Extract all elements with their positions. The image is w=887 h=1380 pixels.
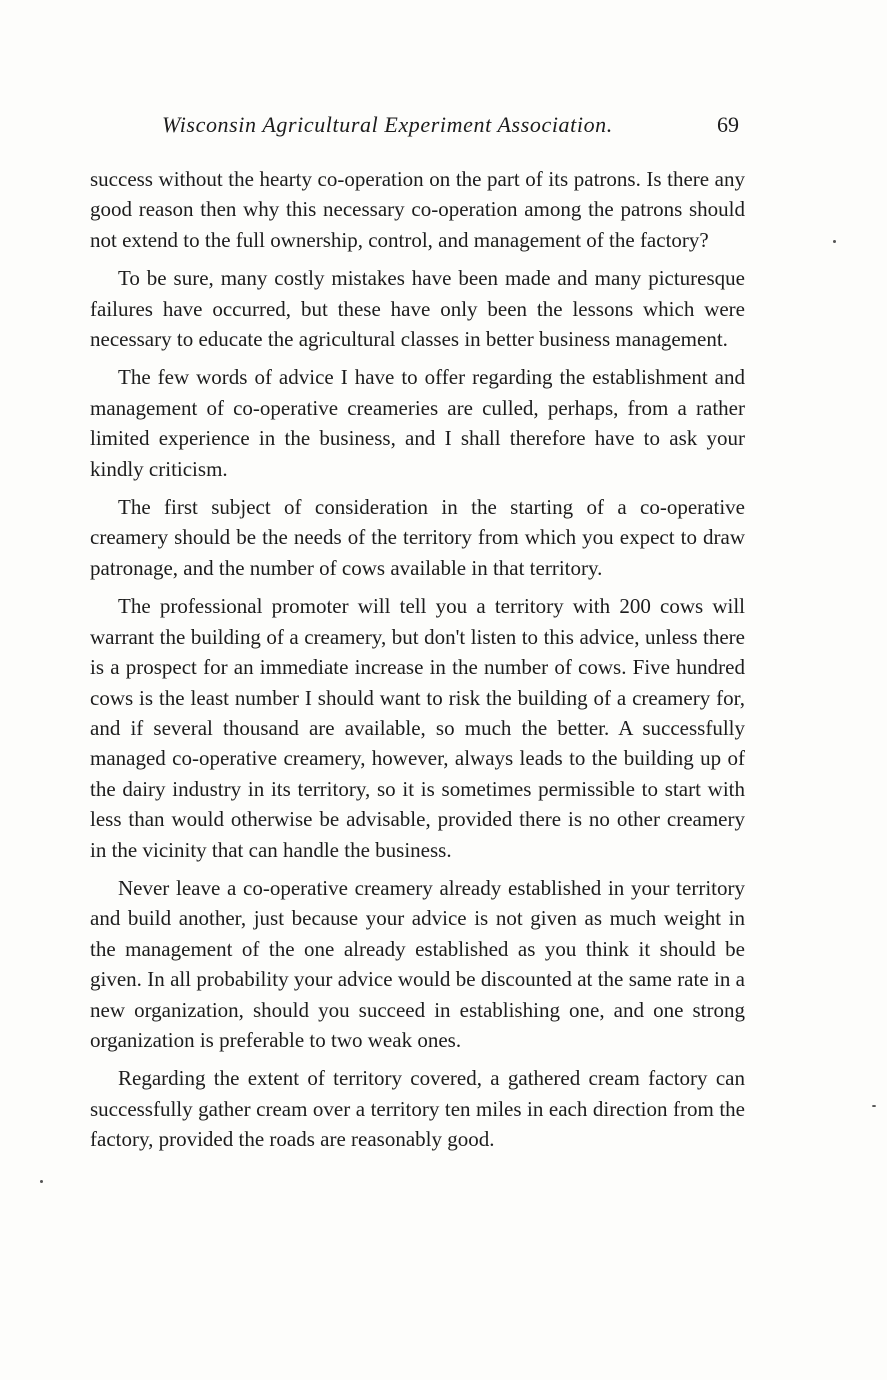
- paragraph-first-subject: The first subject of consideration in the starting of a co-operative creamery should be the needs of the territory from which you expect to draw patronage, and the number of cows available in that territory.: [90, 495, 745, 580]
- page-speck: [872, 1105, 876, 1107]
- paragraph-never-leave: Never leave a co-operative creamery already established in your territory and build another, just because your advice is not given as much weight in the management of the one already established as you think it should be given. In all probability your advice would be discounted at the same rate in a new organization, should you succeed in establishing one, and one strong organization is preferable to two weak ones.: [90, 875, 745, 1052]
- body-text: [90, 164, 745, 1155]
- page-number: 69: [717, 112, 739, 137]
- running-header-title: Wisconsin Agricultural Experiment Association.: [162, 112, 613, 137]
- document-page: [90, 112, 745, 1163]
- paragraph-professional-promoter: The professional promoter will tell you a territory with 200 cows will warrant the building of a creamery, but don't listen to this advice, unless there is a prospect for an immediate increase in the number of cows. Five hundred cows is the least number I should want to risk the building of a creamery for, and if several thousand are available, so much the better. A successfully managed co-operative creamery, however, always leads to the building up of the dairy industry in its territory, so it is sometimes permissible to start with less than would otherwise be advisable, provided there is no other creamery in the vicinity that can handle the business.: [90, 594, 745, 862]
- page-speck: [833, 240, 836, 243]
- page-speck: [40, 1180, 43, 1183]
- paragraph-costly-mistakes: To be sure, many costly mistakes have been made and many picturesque failures have occurred, but these have only been the lessons which were necessary to educate the agricultural classes in better business management.: [90, 266, 745, 352]
- paragraph-extent-of-territory: Regarding the extent of territory covered, a gathered cream factory can successfully gather cream over a territory ten miles in each direction from the factory, provided the roads are reasonably good.: [90, 1066, 745, 1152]
- paragraph-words-of-advice: The few words of advice I have to offer regarding the establishment and management of co-operative creameries are culled, perhaps, from a rather limited experience in the business, and I shall therefore have to ask your kindly criticism.: [90, 365, 745, 481]
- running-header: [90, 112, 745, 144]
- paragraph-continuation: success without the hearty co-operation on the part of its patrons. Is there any good reason then why this necessary co-operation among the patrons should not extend to the full ownership, control, and management of the factory?: [90, 167, 745, 252]
